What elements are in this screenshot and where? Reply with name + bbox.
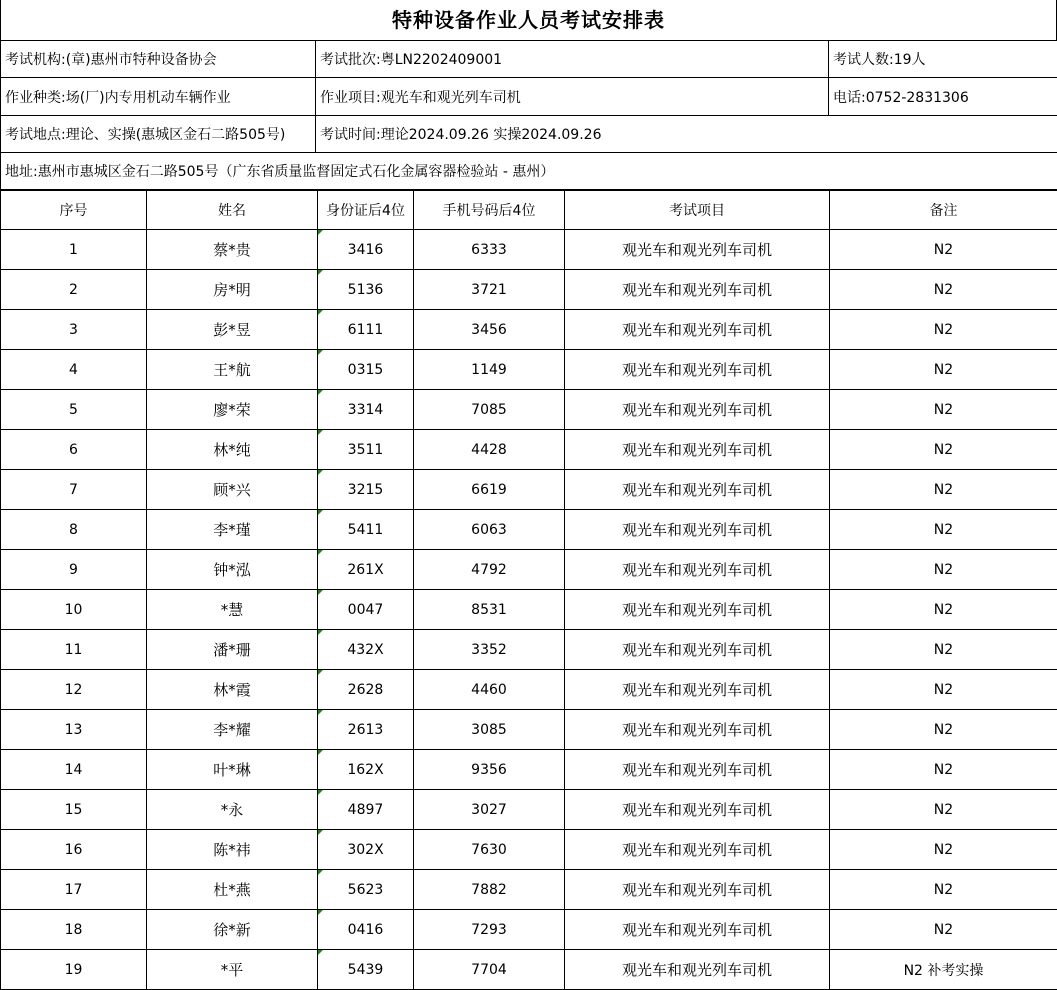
- candidate-rows: [1, 230, 1057, 990]
- row-number-cell[interactable]: 17: [1, 870, 147, 910]
- note-cell[interactable]: N2: [830, 350, 1057, 390]
- table-row: [1, 790, 1057, 830]
- table-row: [1, 950, 1057, 990]
- row-number-cell[interactable]: 10: [1, 590, 147, 630]
- exam-project-cell[interactable]: 观光车和观光列车司机: [565, 470, 830, 510]
- note-cell[interactable]: N2: [830, 750, 1057, 790]
- note-cell[interactable]: N2: [830, 830, 1057, 870]
- phone-last4-cell[interactable]: 8531: [414, 590, 565, 630]
- info-table: [0, 40, 1057, 190]
- column-header-note[interactable]: 备注: [830, 191, 1057, 230]
- id-last4-cell[interactable]: 261X: [318, 550, 414, 590]
- phone-last4-cell[interactable]: 7882: [414, 870, 565, 910]
- info-row: [1, 41, 1057, 78]
- row-number-cell[interactable]: 8: [1, 510, 147, 550]
- info-row: [1, 78, 1057, 116]
- candidate-name-cell[interactable]: 潘*珊: [147, 630, 318, 670]
- phone-last4-cell[interactable]: 6333: [414, 230, 565, 270]
- column-header-no[interactable]: 序号: [1, 191, 147, 230]
- note-cell[interactable]: N2: [830, 390, 1057, 430]
- phone-last4-cell[interactable]: 3721: [414, 270, 565, 310]
- candidate-name-cell[interactable]: 钟*泓: [147, 550, 318, 590]
- exam-project-cell[interactable]: 观光车和观光列车司机: [565, 230, 830, 270]
- exam-project-cell[interactable]: 观光车和观光列车司机: [565, 910, 830, 950]
- candidate-name-cell[interactable]: 叶*琳: [147, 750, 318, 790]
- id-last4-cell[interactable]: 432X: [318, 630, 414, 670]
- candidate-name-cell[interactable]: *平: [147, 950, 318, 990]
- note-cell[interactable]: N2: [830, 550, 1057, 590]
- id-last4-cell[interactable]: 5439: [318, 950, 414, 990]
- id-last4-cell[interactable]: 0047: [318, 590, 414, 630]
- table-row: [1, 630, 1057, 670]
- table-row: [1, 390, 1057, 430]
- note-cell[interactable]: N2: [830, 510, 1057, 550]
- phone-last4-cell[interactable]: 6619: [414, 470, 565, 510]
- row-number-cell[interactable]: 5: [1, 390, 147, 430]
- id-last4-cell[interactable]: 5411: [318, 510, 414, 550]
- phone-last4-cell[interactable]: 3085: [414, 710, 565, 750]
- row-number-cell[interactable]: 13: [1, 710, 147, 750]
- id-last4-cell[interactable]: 5136: [318, 270, 414, 310]
- note-cell[interactable]: N2: [830, 590, 1057, 630]
- phone-last4-cell[interactable]: 4428: [414, 430, 565, 470]
- exam-project-cell[interactable]: 观光车和观光列车司机: [565, 870, 830, 910]
- note-cell[interactable]: N2: [830, 630, 1057, 670]
- row-number-cell[interactable]: 9: [1, 550, 147, 590]
- phone-last4-cell[interactable]: 7293: [414, 910, 565, 950]
- phone-last4-cell[interactable]: 7704: [414, 950, 565, 990]
- id-last4-cell[interactable]: 2628: [318, 670, 414, 710]
- phone-last4-cell[interactable]: 4792: [414, 550, 565, 590]
- id-last4-cell[interactable]: 2613: [318, 710, 414, 750]
- exam-project-cell[interactable]: 观光车和观光列车司机: [565, 430, 830, 470]
- table-row: [1, 510, 1057, 550]
- table-row: [1, 310, 1057, 350]
- row-number-cell[interactable]: 1: [1, 230, 147, 270]
- candidate-table: [0, 190, 1057, 990]
- table-row: [1, 830, 1057, 870]
- exam-project-cell[interactable]: 观光车和观光列车司机: [565, 350, 830, 390]
- column-header-id[interactable]: 身份证后4位: [318, 191, 414, 230]
- exam-project-cell[interactable]: 观光车和观光列车司机: [565, 510, 830, 550]
- note-cell[interactable]: N2: [830, 790, 1057, 830]
- table-row: [1, 870, 1057, 910]
- candidate-name-cell[interactable]: 徐*新: [147, 910, 318, 950]
- exam-project-cell[interactable]: 观光车和观光列车司机: [565, 310, 830, 350]
- table-row: [1, 470, 1057, 510]
- phone-last4-cell[interactable]: 4460: [414, 670, 565, 710]
- phone-last4-cell[interactable]: 6063: [414, 510, 565, 550]
- id-last4-cell[interactable]: 3314: [318, 390, 414, 430]
- phone-last4-cell[interactable]: 3027: [414, 790, 565, 830]
- header-row: [1, 191, 1057, 230]
- column-header-project[interactable]: 考试项目: [565, 191, 830, 230]
- exam-project-cell[interactable]: 观光车和观光列车司机: [565, 750, 830, 790]
- row-number-cell[interactable]: 6: [1, 430, 147, 470]
- exam-time-cell[interactable]: 考试时间:理论2024.09.26 实操2024.09.26: [316, 116, 1057, 153]
- table-row: [1, 670, 1057, 710]
- note-cell[interactable]: N2: [830, 310, 1057, 350]
- id-last4-cell[interactable]: 3416: [318, 230, 414, 270]
- table-row: [1, 550, 1057, 590]
- exam-project-cell[interactable]: 观光车和观光列车司机: [565, 830, 830, 870]
- phone-cell[interactable]: 电话:0752-2831306: [829, 78, 1057, 116]
- candidate-name-cell[interactable]: *慧: [147, 590, 318, 630]
- exam-project-cell[interactable]: 观光车和观光列车司机: [565, 670, 830, 710]
- phone-last4-cell[interactable]: 7085: [414, 390, 565, 430]
- candidate-name-cell[interactable]: 廖*荣: [147, 390, 318, 430]
- row-number-cell[interactable]: 11: [1, 630, 147, 670]
- row-number-cell[interactable]: 16: [1, 830, 147, 870]
- info-row: [1, 153, 1057, 190]
- exam-project-cell[interactable]: 观光车和观光列车司机: [565, 270, 830, 310]
- candidate-name-cell[interactable]: 彭*昱: [147, 310, 318, 350]
- table-row: [1, 910, 1057, 950]
- info-row: [1, 116, 1057, 153]
- candidate-name-cell[interactable]: 房*明: [147, 270, 318, 310]
- note-cell[interactable]: N2: [830, 670, 1057, 710]
- id-last4-cell[interactable]: 4897: [318, 790, 414, 830]
- table-row: [1, 270, 1057, 310]
- address-cell[interactable]: 地址:惠州市惠城区金石二路505号（广东省质量监督固定式石化金属容器检验站 - 惠州）: [1, 153, 1057, 190]
- note-cell[interactable]: N2 补考实操: [830, 950, 1057, 990]
- column-header-name[interactable]: 姓名: [147, 191, 318, 230]
- candidate-name-cell[interactable]: 王*航: [147, 350, 318, 390]
- work-category-cell[interactable]: 作业种类:场(厂)内专用机动车辆作业: [1, 78, 316, 116]
- exam-count-cell[interactable]: 考试人数:19人: [829, 41, 1057, 78]
- table-row: [1, 750, 1057, 790]
- id-last4-cell[interactable]: 162X: [318, 750, 414, 790]
- note-cell[interactable]: N2: [830, 430, 1057, 470]
- exam-batch-cell[interactable]: 考试批次:粤LN2202409001: [316, 41, 829, 78]
- exam-location-cell[interactable]: 考试地点:理论、实操(惠城区金石二路505号): [1, 116, 316, 153]
- table-row: [1, 430, 1057, 470]
- exam-project-cell[interactable]: 观光车和观光列车司机: [565, 630, 830, 670]
- candidate-name-cell[interactable]: 李*瑾: [147, 510, 318, 550]
- row-number-cell[interactable]: 15: [1, 790, 147, 830]
- id-last4-cell[interactable]: 0416: [318, 910, 414, 950]
- table-row: [1, 590, 1057, 630]
- note-cell[interactable]: N2: [830, 710, 1057, 750]
- exam-project-cell[interactable]: 观光车和观光列车司机: [565, 550, 830, 590]
- candidate-name-cell[interactable]: 杜*燕: [147, 870, 318, 910]
- id-last4-cell[interactable]: 0315: [318, 350, 414, 390]
- candidate-name-cell[interactable]: 陈*祎: [147, 830, 318, 870]
- exam-project-cell[interactable]: 观光车和观光列车司机: [565, 790, 830, 830]
- candidate-name-cell[interactable]: 李*耀: [147, 710, 318, 750]
- row-number-cell[interactable]: 2: [1, 270, 147, 310]
- note-cell[interactable]: N2: [830, 910, 1057, 950]
- candidate-name-cell[interactable]: 林*纯: [147, 430, 318, 470]
- work-item-cell[interactable]: 作业项目:观光车和观光列车司机: [316, 78, 829, 116]
- note-cell[interactable]: N2: [830, 870, 1057, 910]
- row-number-cell[interactable]: 14: [1, 750, 147, 790]
- note-cell[interactable]: N2: [830, 270, 1057, 310]
- row-number-cell[interactable]: 4: [1, 350, 147, 390]
- id-last4-cell[interactable]: 3215: [318, 470, 414, 510]
- phone-last4-cell[interactable]: 3352: [414, 630, 565, 670]
- exam-project-cell[interactable]: 观光车和观光列车司机: [565, 710, 830, 750]
- exam-org-cell[interactable]: 考试机构:(章)惠州市特种设备协会: [1, 41, 316, 78]
- id-last4-cell[interactable]: 6111: [318, 310, 414, 350]
- exam-project-cell[interactable]: 观光车和观光列车司机: [565, 950, 830, 990]
- phone-last4-cell[interactable]: 1149: [414, 350, 565, 390]
- phone-last4-cell[interactable]: 7630: [414, 830, 565, 870]
- candidate-name-cell[interactable]: 顾*兴: [147, 470, 318, 510]
- sheet-title: 特种设备作业人员考试安排表: [0, 0, 1057, 40]
- id-last4-cell[interactable]: 3511: [318, 430, 414, 470]
- column-header-phone[interactable]: 手机号码后4位: [414, 191, 565, 230]
- row-number-cell[interactable]: 19: [1, 950, 147, 990]
- table-row: [1, 230, 1057, 270]
- candidate-name-cell[interactable]: 蔡*贵: [147, 230, 318, 270]
- phone-last4-cell[interactable]: 9356: [414, 750, 565, 790]
- id-last4-cell[interactable]: 302X: [318, 830, 414, 870]
- exam-project-cell[interactable]: 观光车和观光列车司机: [565, 390, 830, 430]
- row-number-cell[interactable]: 18: [1, 910, 147, 950]
- id-last4-cell[interactable]: 5623: [318, 870, 414, 910]
- note-cell[interactable]: N2: [830, 470, 1057, 510]
- note-cell[interactable]: N2: [830, 230, 1057, 270]
- row-number-cell[interactable]: 3: [1, 310, 147, 350]
- table-row: [1, 710, 1057, 750]
- row-number-cell[interactable]: 7: [1, 470, 147, 510]
- table-row: [1, 350, 1057, 390]
- exam-project-cell[interactable]: 观光车和观光列车司机: [565, 590, 830, 630]
- row-number-cell[interactable]: 12: [1, 670, 147, 710]
- candidate-name-cell[interactable]: 林*霞: [147, 670, 318, 710]
- candidate-name-cell[interactable]: *永: [147, 790, 318, 830]
- phone-last4-cell[interactable]: 3456: [414, 310, 565, 350]
